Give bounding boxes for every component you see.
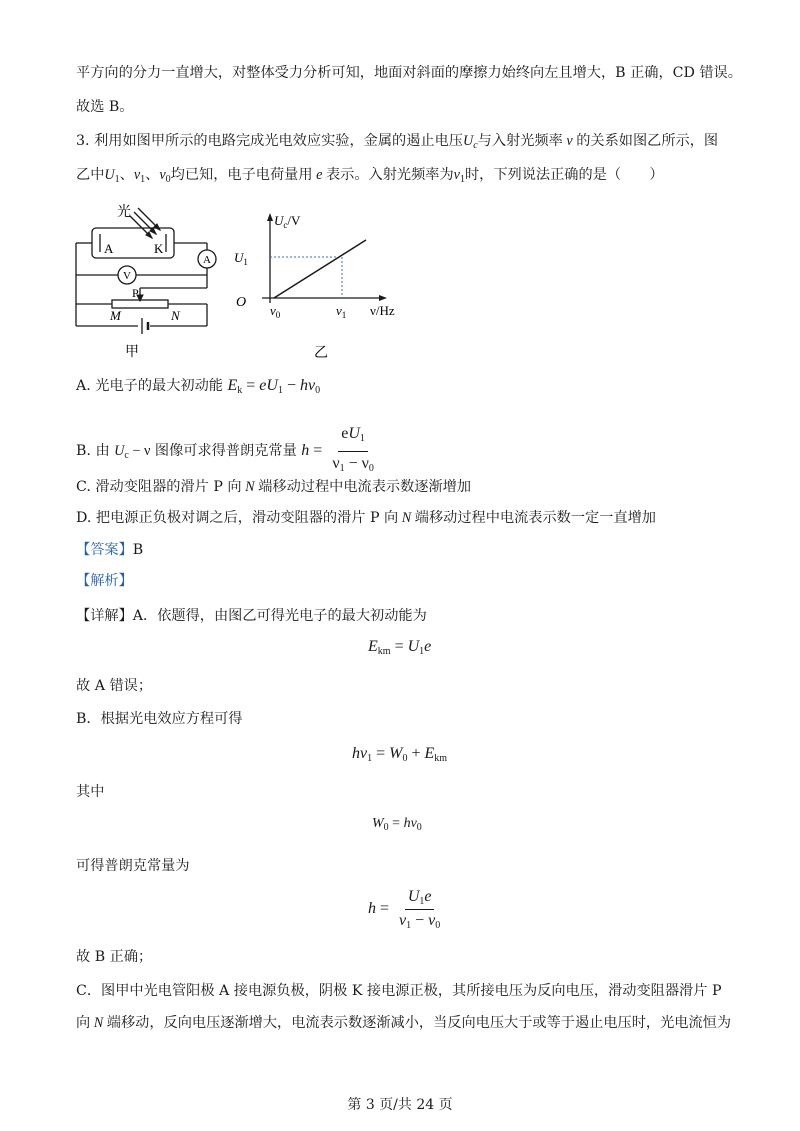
answer-line — [76, 540, 143, 560]
question-stem-line-1: 3. 利用如图甲所示的电路完成光电效应实验，金属的遏止电压$U_c$与入射光频率 ν 的关系如图乙所示，图 — [76, 133, 719, 151]
stem-text-b: 与入射光频率 — [477, 133, 563, 149]
intro-line-1: 平方向的分力一直增大，对整体受力分析可知，地面对斜面的摩擦力始终向左且增大，B 正确，CD 错误。 — [76, 65, 742, 81]
stem-text-c: 的关系如图乙所示，图 — [576, 133, 719, 149]
end-m-label: M — [110, 308, 121, 323]
origin-label: O — [236, 295, 247, 310]
stem-line2-a: 乙中 — [76, 167, 105, 183]
option-c: C. 滑动变阻器的滑片 P 向 N 端移动过程中电流表示数逐渐增加 — [76, 479, 472, 495]
stem-text-a: 利用如图甲所示的电路完成光电效应实验，金属的遏止电压 — [94, 133, 463, 149]
intro-line-2: 故选 B。 — [76, 99, 134, 115]
end-n-label: N — [171, 308, 180, 323]
stopping-voltage-graph — [230, 205, 420, 365]
option-a: A. 光电子的最大初动能 $E_k = eU_1 - h\nu_0$ — [76, 377, 321, 396]
anode-label: A — [104, 241, 114, 256]
figure-yi-caption: 乙 — [314, 346, 328, 361]
detail-a-text: 【详解】A．依题得，由图乙可得光电子的最大初动能为 — [76, 608, 427, 624]
question-number: 3. — [76, 133, 90, 149]
light-label: 光 — [117, 205, 131, 220]
stem-line2-b: 均已知，电子电荷量用 — [170, 167, 313, 183]
detail-c-line-1: C．图甲中光电管阳极 A 接电源负极，阴极 K 接电源正极，其所接电压为反向电压，滑动变阻器滑片 P — [76, 983, 722, 999]
equation-planck: h = $\frac{U_1e}{\nu_1 - \nu_0}$ — [368, 888, 441, 931]
x-tick-nu0: $\nu_0$ — [270, 303, 281, 320]
y-axis-label: $U_c/V$ — [274, 213, 301, 230]
option-b: B. 由 $U_c - \nu$ 图像可求得普朗克常量 h = $\frac{eU_1}{\nu_1 - \nu_0}$ — [76, 425, 374, 474]
x-axis-label: ν/Hz — [370, 303, 395, 318]
analysis-line — [76, 571, 133, 591]
detail-c-line-2: 向 N 端移动，反向电压逐渐增大，电流表示数逐渐减小，当反向电压大于或等于遏止电压时，光电流恒为 — [76, 1015, 732, 1031]
cathode-label: K — [154, 241, 164, 256]
voltmeter-label: V — [123, 270, 131, 282]
stem-line2-d: 时，下列说法正确的是（ ） — [464, 167, 664, 183]
ammeter-label: A — [203, 254, 211, 266]
detail-b-text: B．根据光电效应方程可得 — [76, 711, 243, 727]
analysis-label: 【解析】 — [76, 573, 133, 589]
detail-a-conclusion: 故 A 错误； — [76, 678, 153, 694]
answer-label: 【答案】 — [76, 542, 133, 558]
figure-jia-caption: 甲 — [125, 345, 139, 360]
equation-ekm: $E_{km} = U_1e$ — [368, 638, 432, 657]
y-tick-u1: $U_1$ — [234, 250, 248, 267]
page-footer: 第 3 页/共 24 页 — [347, 1097, 453, 1113]
detail-b-conclusion: 故 B 正确； — [76, 949, 153, 965]
question-stem-line-2: 乙中$U_1$、$\nu_1$、$\nu_0$均已知，电子电荷量用 e 表示。入射光频率为$\nu_1$时，下列说法正确的是（ ） — [76, 167, 664, 185]
equation-photoelectric: $h\nu_1 = W_0 + E_{km}$ — [352, 745, 448, 764]
slider-label: P — [132, 286, 139, 300]
answer-value: B — [132, 542, 144, 558]
stem-line2-c: 表示。入射光频率为 — [325, 167, 454, 183]
circuit-diagram — [70, 198, 230, 363]
series-line — [274, 240, 366, 298]
option-d: D. 把电源正负极对调之后，滑动变阻器的滑片 P 向 N 端移动过程中电流表示数一定一直增加 — [76, 510, 656, 526]
equation-work-function: $W_0 = h\nu_0$ — [372, 816, 422, 833]
detail-b-planck: 可得普朗克常量为 — [76, 858, 190, 874]
detail-label: 【详解】 — [76, 608, 133, 624]
detail-b-where: 其中 — [76, 784, 105, 800]
x-tick-nu1: $\nu_1$ — [336, 303, 347, 320]
